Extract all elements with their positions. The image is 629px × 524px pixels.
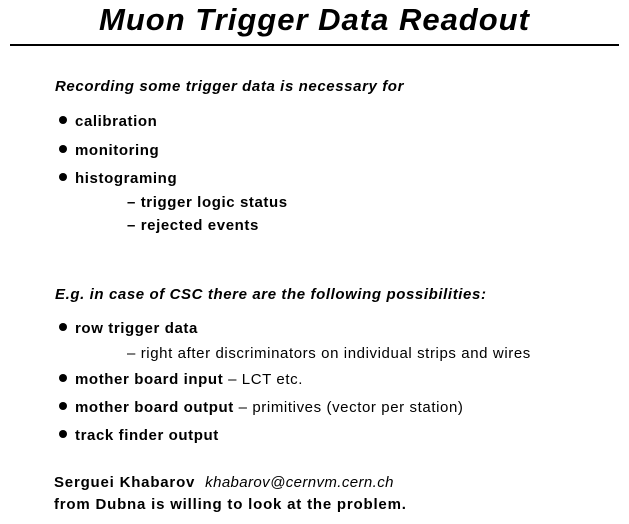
list-item-label: track finder output <box>75 427 219 444</box>
list-item-mother-board-output <box>59 399 464 416</box>
author-email: khabarov@cernvm.cern.ch <box>205 474 394 491</box>
footer-line-1 <box>54 474 394 491</box>
csc-intro-text: E.g. in case of CSC there are the following possibilities: <box>55 286 487 303</box>
author-name: Serguei Khabarov <box>54 474 196 491</box>
list-item-label: mother board input <box>75 371 224 388</box>
list-item-monitoring <box>59 142 159 159</box>
list-item-label: monitoring <box>75 142 160 159</box>
list-item-track-finder-output <box>59 427 219 444</box>
list-item-row-trigger-data <box>59 320 198 337</box>
list-item-histograming <box>59 170 177 187</box>
bullet-icon <box>59 323 67 331</box>
intro-text: Recording some trigger data is necessary for <box>55 78 405 95</box>
title-underline <box>10 44 619 46</box>
list-item-label: row trigger data <box>75 320 198 337</box>
list-item-label: calibration <box>75 113 158 130</box>
list-item-mother-board-input <box>59 371 303 388</box>
list-item-label: mother board output <box>75 399 234 416</box>
list-item-extra: – LCT etc. <box>223 371 303 388</box>
bullet-icon <box>59 145 67 153</box>
bullet-icon <box>59 374 67 382</box>
sub-item-rejected-events: – rejected events <box>127 217 259 234</box>
footer-line-2: from Dubna is willing to look at the problem. <box>54 496 407 513</box>
sub-item-trigger-logic-status: – trigger logic status <box>127 194 288 211</box>
list-item-label: histograming <box>75 170 178 187</box>
list-item-calibration <box>59 113 157 130</box>
bullet-icon <box>59 173 67 181</box>
bullet-icon <box>59 116 67 124</box>
list-item-extra: – primitives (vector per station) <box>233 399 464 416</box>
slide-title: Muon Trigger Data Readout <box>99 2 530 37</box>
bullet-icon <box>59 430 67 438</box>
sub-item-discriminators: – right after discriminators on individual strips and wires <box>127 345 531 362</box>
bullet-icon <box>59 402 67 410</box>
